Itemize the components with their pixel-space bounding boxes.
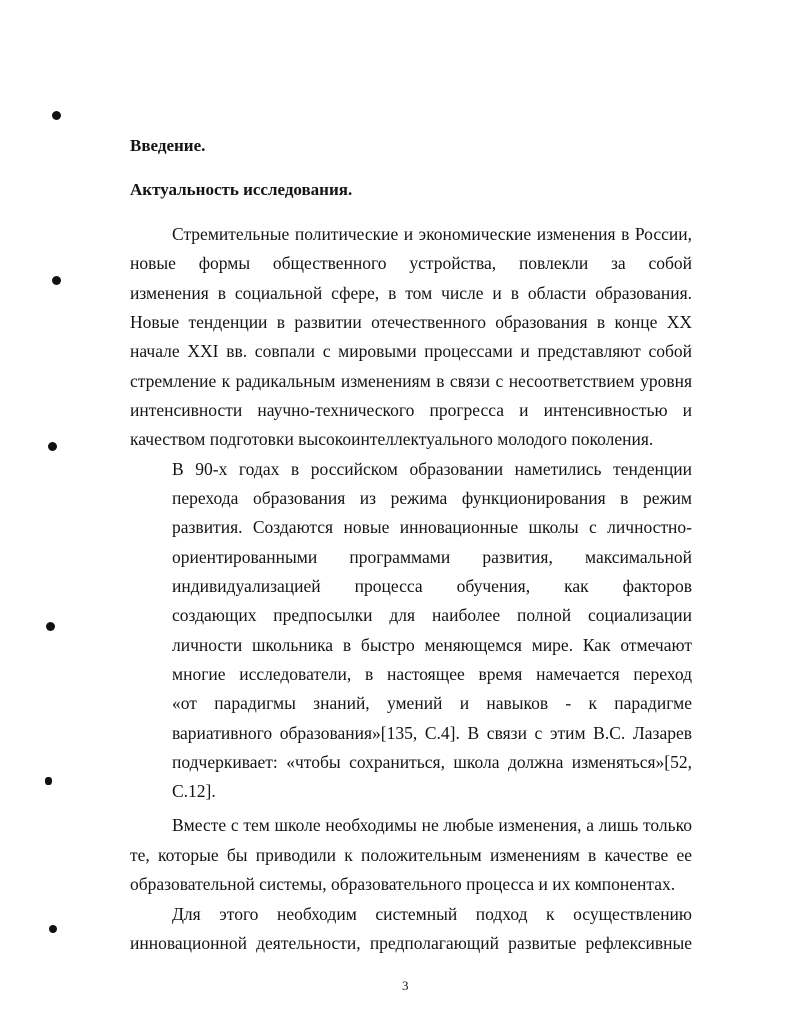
binding-hole-mark [48,442,57,451]
section-heading-introduction: Введение. [130,136,206,155]
text-line: образовательной системы, образовательного процесса и их компонентах. [130,874,676,894]
text-line: Новые тенденции в развитии отечественного образования в конце XX [130,312,692,332]
binding-hole-mark [52,111,61,120]
text-line: изменения в социальной сфере, в том числе и в области образования. [130,283,692,303]
text-line: Стремительные политические и экономические изменения в России, [172,224,692,244]
text-line: перехода образования из режима функционирования в режим [172,488,692,508]
binding-hole-mark [52,276,61,285]
text-line: В 90-х годах в российском образовании наметились тенденции [172,459,692,479]
text-line: Вместе с тем школе необходимы не любые изменения, а лишь только [172,815,692,835]
text-line: вариативного образования»[135, С.4]. В связи с этим В.С. Лазарев [172,723,692,743]
text-line: С.12]. [172,781,216,801]
text-line: создающих предпосылки для наиболее полной социализации [172,605,692,625]
text-line: стремление к радикальным изменениям в связи с несоответствием уровня [130,371,692,391]
text-line: личности школьника в быстро меняющемся мире. Как отмечают [172,635,692,655]
text-line: Для этого необходим системный подход к осуществлению [172,904,692,924]
text-line: индивидуализацией процесса обучения, как факторов [172,576,692,596]
text-line: начале XXI вв. совпали с мировыми процессами и представляют собой [130,341,692,361]
text-line: многие исследователи, в настоящее время намечается переход [172,664,692,684]
binding-hole-mark [46,622,55,631]
text-line: «от парадигмы знаний, умений и навыков - к парадигме [172,693,692,713]
text-line: качеством подготовки высокоинтеллектуального молодого поколения. [130,429,654,449]
binding-hole-mark [45,777,52,785]
text-line: интенсивности научно-технического прогресса и интенсивностью и [130,400,692,420]
text-line: подчеркивает: «чтобы сохраниться, школа должна изменяться»[52, [172,752,692,772]
text-line: те, которые бы приводили к положительным изменениям в качестве ее [130,845,692,865]
binding-hole-mark [49,925,57,933]
page-number: 3 [402,978,409,993]
text-line: развития. Создаются новые инновационные школы с личностно- [172,517,692,537]
section-heading-relevance: Актуальность исследования. [130,180,353,199]
text-line: инновационной деятельности, предполагающий развитые рефлексивные [130,933,692,953]
text-line: новые формы общественного устройства, повлекли за собой [130,253,692,273]
text-line: ориентированными программами развития, максимальной [172,547,692,567]
